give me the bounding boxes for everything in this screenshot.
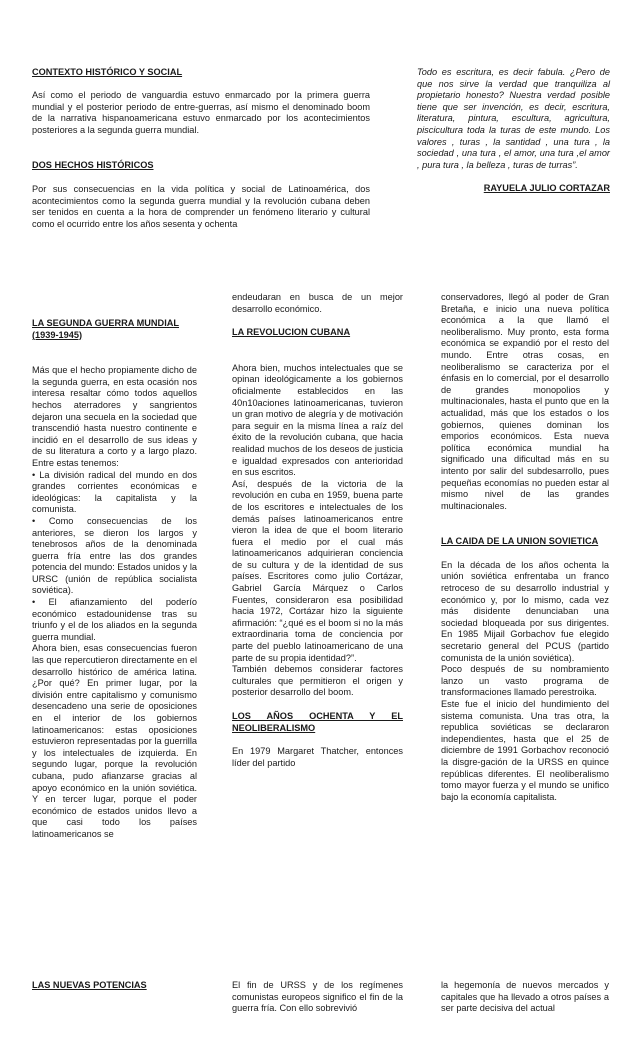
bottom-col2-paragraph: El fin de URSS y de los regímenes comunistas europeos significo el fin de la guerra fría. Con ello sobrevivió [232,980,403,1014]
heading-revolucion: LA REVOLUCION CUBANA [232,327,351,338]
bottom-col3-paragraph: la hegemonía de nuevos mercados y capitales que ha llevado a otros países a ser parte decisiva del actual [441,980,609,1014]
col3-paragraph: Este fue el inicio del hundimiento del sistema comunista. Una tras otra, la republica soviéticas se declararon independientes, hasta que el 25 de diciembre de 1991 Gorbachov reconoció la disgre-gación de la URSS en quince repúblicas diferentes. El neoliberalismo tomo mayor fuerza y el mundo se unifico bajo la economía capitalista. [441,699,609,802]
heading-potencias: LAS NUEVAS POTENCIAS [32,980,147,990]
heading-caida: LA CAIDA DE LA UNION SOVIETICA [441,536,599,547]
column-1 [32,318,197,841]
col2-paragraph: Ahora bien, muchos intelectuales que se opinan ideológicamente a los gobiernos oficialmente establecidos en las 40n10aciones latinoamericanas, tuvieron un gran motivo de alegría y de motivación para seguir en la misma línea a raíz del éxito de la revolución cubana, que hacia realidad muchos de los deseos de justicia e igualdad expresados con anterioridad en sus escritos. [232,362,403,478]
column-3 [441,292,609,803]
bottom-col2 [232,980,403,1015]
col1-paragraph: Ahora bien, esas consecuencias fueron las que repercutieron directamente en el desarrollo histórico de américa latina. ¿Por qué? En primer lugar, por la división entre capitalismo y comunismo desencadeno una serie de oposiciones en el interior de los gobiernos latinoamericanos: estas oposiciones estuvieron representadas por la guerrilla y los intelectuales de izquierda. En segundo lugar, porque la revolución cubana, pudo afianzarse gracias al apoyo económico en la unión soviética. Y en tercer lugar, porque el poder económico de estados unidos llevo a que casi todo los países latinoamericanos se [32,643,197,839]
heading-hechos: DOS HECHOS HISTÓRICOS [32,159,154,170]
quote-text: Todo es escritura, es decir fabula. ¿Pero de que nos sirve la verdad que tranquiliza al propietario honesto? Nuestra verdad posible tiene que ser invención, es decir, escritura, literatura, pintura, escultura, agricultura, piscicultura toda la turas de este mundo. Los valores , turas , la santidad , una tura , la sociedad , una tura , el amor, una tura ,el amor , pura tura , la belleza , turas de turras”. [417,67,610,170]
col1-paragraph: Más que el hecho propiamente dicho de la segunda guerra, en esta ocasión nos interesa resaltar cómo todos aquellos hechos aterradores y sangrientos dejaron una secuela en la sociedad que transcendió hasta nuestro continente e incidió en el desarrollo de sus ideas y de su literatura a corto y a largo plazo. Entre estas tenemos: [32,365,197,468]
col3-paragraph: Poco después de su nombramiento lanzo un vasto programa de transformaciones llamado perestroika. [441,664,609,698]
quote-signature: RAYUELA JULIO CORTAZAR [483,183,610,194]
col3-paragraph: En la década de los años ochenta la unión soviética enfrentaba un franco retroceso de su desarrollo industrial y económico y, por lo mismo, cada vez más disidente denunciaban una sociedad bloqueada por sus dirigentes. En 1985 Mijail Gorbachov fue elegido secretario general del PCUS (partido comunista de la unión soviética). [441,559,609,663]
quote-block [417,67,610,195]
paragraph-contexto: Así como el periodo de vanguardia estuvo enmarcado por la primera guerra mundial y el posterior periodo de entre-guerras, así mismo el denominado boom de la narrativa hispanoamericana estuvo enmarcado por los acontecimientos posteriores a la segunda guerra mundial. [32,90,370,135]
col1-bullet: • Como consecuencias de los anteriores, se dieron los largos y tenebrosos años de la denominada guerra fría entre las dos grandes potencia del mundo: Estados unidos y la URSC (unión de república socialista soviética). [32,515,197,596]
contexto-section [32,67,370,231]
heading-contexto: CONTEXTO HISTÓRICO Y SOCIAL [32,67,183,77]
bottom-col3 [441,980,609,1015]
paragraph-hechos: Por sus consecuencias en la vida política y social de Latinoamérica, dos acontecimientos como la segunda guerra mundial y la revolución cubana deben ser tenidos en cuenta a la hora de comprender un fenómeno literario y cultural como el ocurrido entre los años sesenta y ochenta [32,184,370,229]
col2-paragraph: Así, después de la victoria de la revolución en cuba en 1959, buena parte de los escritores e intelectuales de los demás países latinoamericanos entre vieron la idea de que el boom literario fuera el medio por el cual más latinoamericanos adquirieran conciencia de su cultura y de la identidad de sus países. Escritores como julio Cortázar, Gabriel García Márquez o Carlos Fuentes, consideraron esa posibilidad hacia 1972, Cortázar hizo la siguiente afirmación: “¿qué es el boom si no la más extraordinaria toma de conciencia por parte del pueblo latinoamericano de una parte de su propia identidad?”. [232,478,403,663]
heading-segunda-guerra: LA SEGUNDA GUERRA MUNDIAL (1939-1945) [32,318,179,340]
column-2 [232,292,403,769]
potencias-section [32,980,197,992]
col2-paragraph: En 1979 Margaret Thatcher, entonces líder del partido [232,746,403,768]
col2-paragraph: endeudaran en busca de un mejor desarrollo económico. [232,292,403,314]
col3-paragraph: conservadores, llegó al poder de Gran Bretaña, e inicio una nueva política económica a la que llamó el neoliberalismo. Muy pronto, esta forma económica se expandió por el resto del mundo. Entre otras cosas, en neoliberalismo se caracteriza por el énfasis en lo comercial, por el desarrollo de grandes monopolios y multinacionales, hasta el punto que en la actualidad, más que los estados o los gobiernos, quienes dominan los emporios económicos. Esta nueva política económica mundial ha significado una dificultad más en su intento por salir del subdesarrollo, pues pequeñas economías no pueden estar al mismo nivel de las grandes multinacionales. [441,292,609,511]
heading-ochenta: LOS AÑOS OCHENTA Y EL NEOLIBERALISMO [232,711,403,733]
col2-paragraph: También debemos considerar factores culturales que permitieron el origen y posterior desarrollo del boom. [232,664,403,698]
col1-bullet: • El afianzamiento del poderío económico estadounidense tras su triunfo y el de los aliados en la segunda guerra mundial. [32,597,197,642]
col1-bullet: • La división radical del mundo en dos grandes corrientes económicas e ideológicas: la capitalista y la comunista. [32,469,197,515]
